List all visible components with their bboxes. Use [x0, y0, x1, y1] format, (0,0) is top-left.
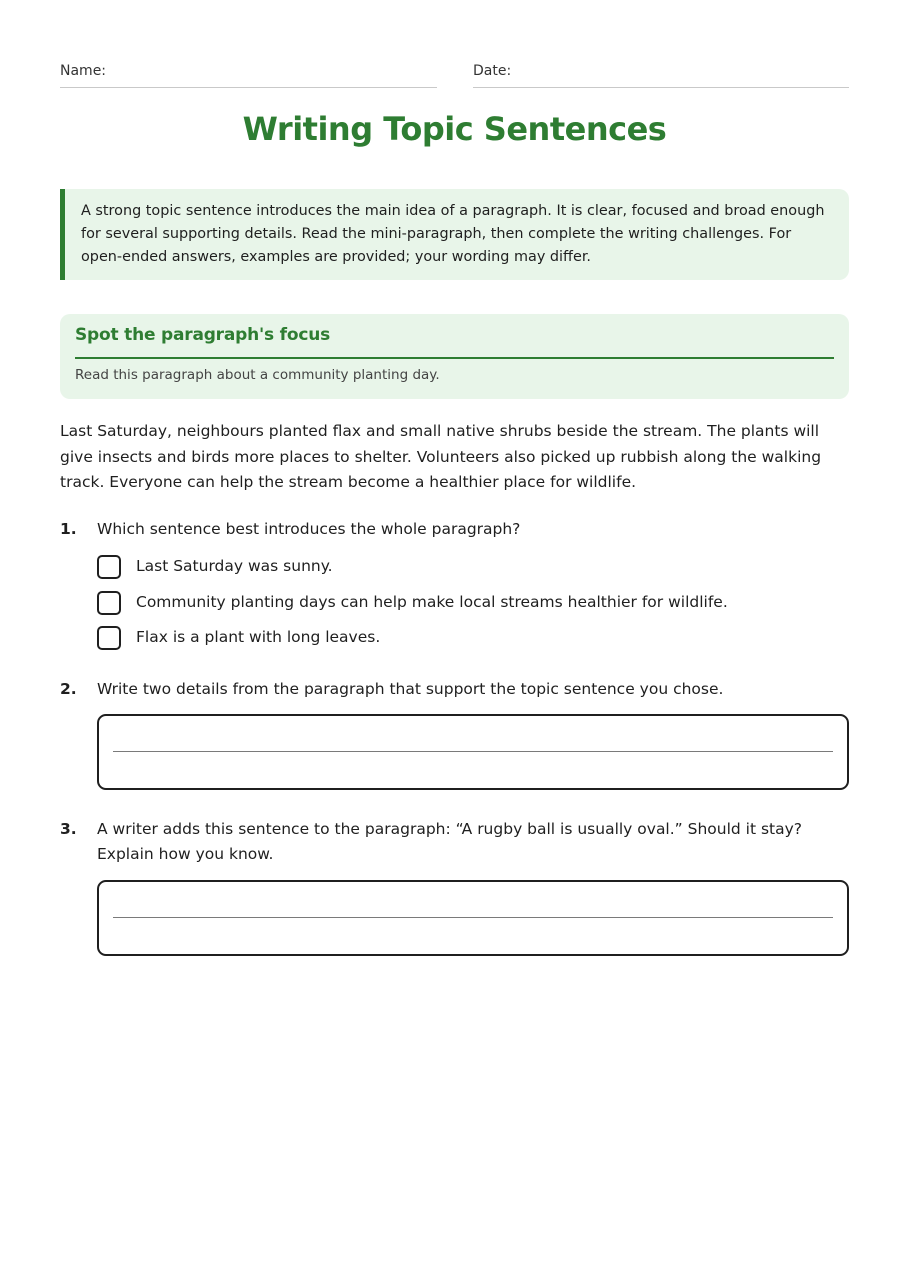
answer-line	[113, 917, 833, 918]
checkbox[interactable]	[97, 591, 121, 615]
date-field[interactable]	[473, 60, 849, 88]
checkbox[interactable]	[97, 626, 121, 650]
option-label: Community planting days can help make local streams healthier for wildlife.	[136, 593, 728, 611]
question-number: 1.	[60, 520, 77, 538]
checkbox[interactable]	[97, 555, 121, 579]
answer-box-2[interactable]	[97, 714, 849, 790]
question-number: 2.	[60, 680, 77, 698]
header-fields	[60, 60, 849, 88]
page-title: Writing Topic Sentences	[242, 110, 667, 148]
section-title: Spot the paragraph's focus	[75, 325, 834, 359]
section-header	[60, 314, 849, 399]
reading-passage: Last Saturday, neighbours planted flax and small native shrubs beside the stream. The plants will give insects and birds more places to shelter. Volunteers also picked up rubbish along the walking track. Everyone can help the stream become a healthier place for wildlife.	[60, 422, 822, 491]
date-label: Date:	[473, 63, 512, 79]
option-3[interactable]	[97, 626, 849, 654]
option-label: Last Saturday was sunny.	[136, 557, 333, 575]
question-number: 3.	[60, 820, 77, 838]
option-2[interactable]	[97, 591, 849, 619]
answer-box-3[interactable]	[97, 880, 849, 956]
option-label: Flax is a plant with long leaves.	[136, 628, 381, 646]
answer-line	[113, 751, 833, 752]
question-text: Write two details from the paragraph that support the topic sentence you chose.	[97, 680, 724, 698]
name-label: Name:	[60, 63, 107, 79]
option-1[interactable]	[97, 555, 849, 583]
section-subtitle: Read this paragraph about a community planting day.	[75, 367, 440, 383]
intro-callout: A strong topic sentence introduces the main idea of a paragraph. It is clear, focused and broad enough for several supporting details. Read the mini-paragraph, then complete the writing challenges. For open-ended answers, examples are provided; your wording may differ.	[60, 189, 849, 280]
question-text: Which sentence best introduces the whole paragraph?	[97, 520, 521, 538]
name-field[interactable]	[60, 60, 437, 88]
question-text: A writer adds this sentence to the paragraph: “A rugby ball is usually oval.” Should it stay? Explain how you know.	[97, 820, 803, 863]
